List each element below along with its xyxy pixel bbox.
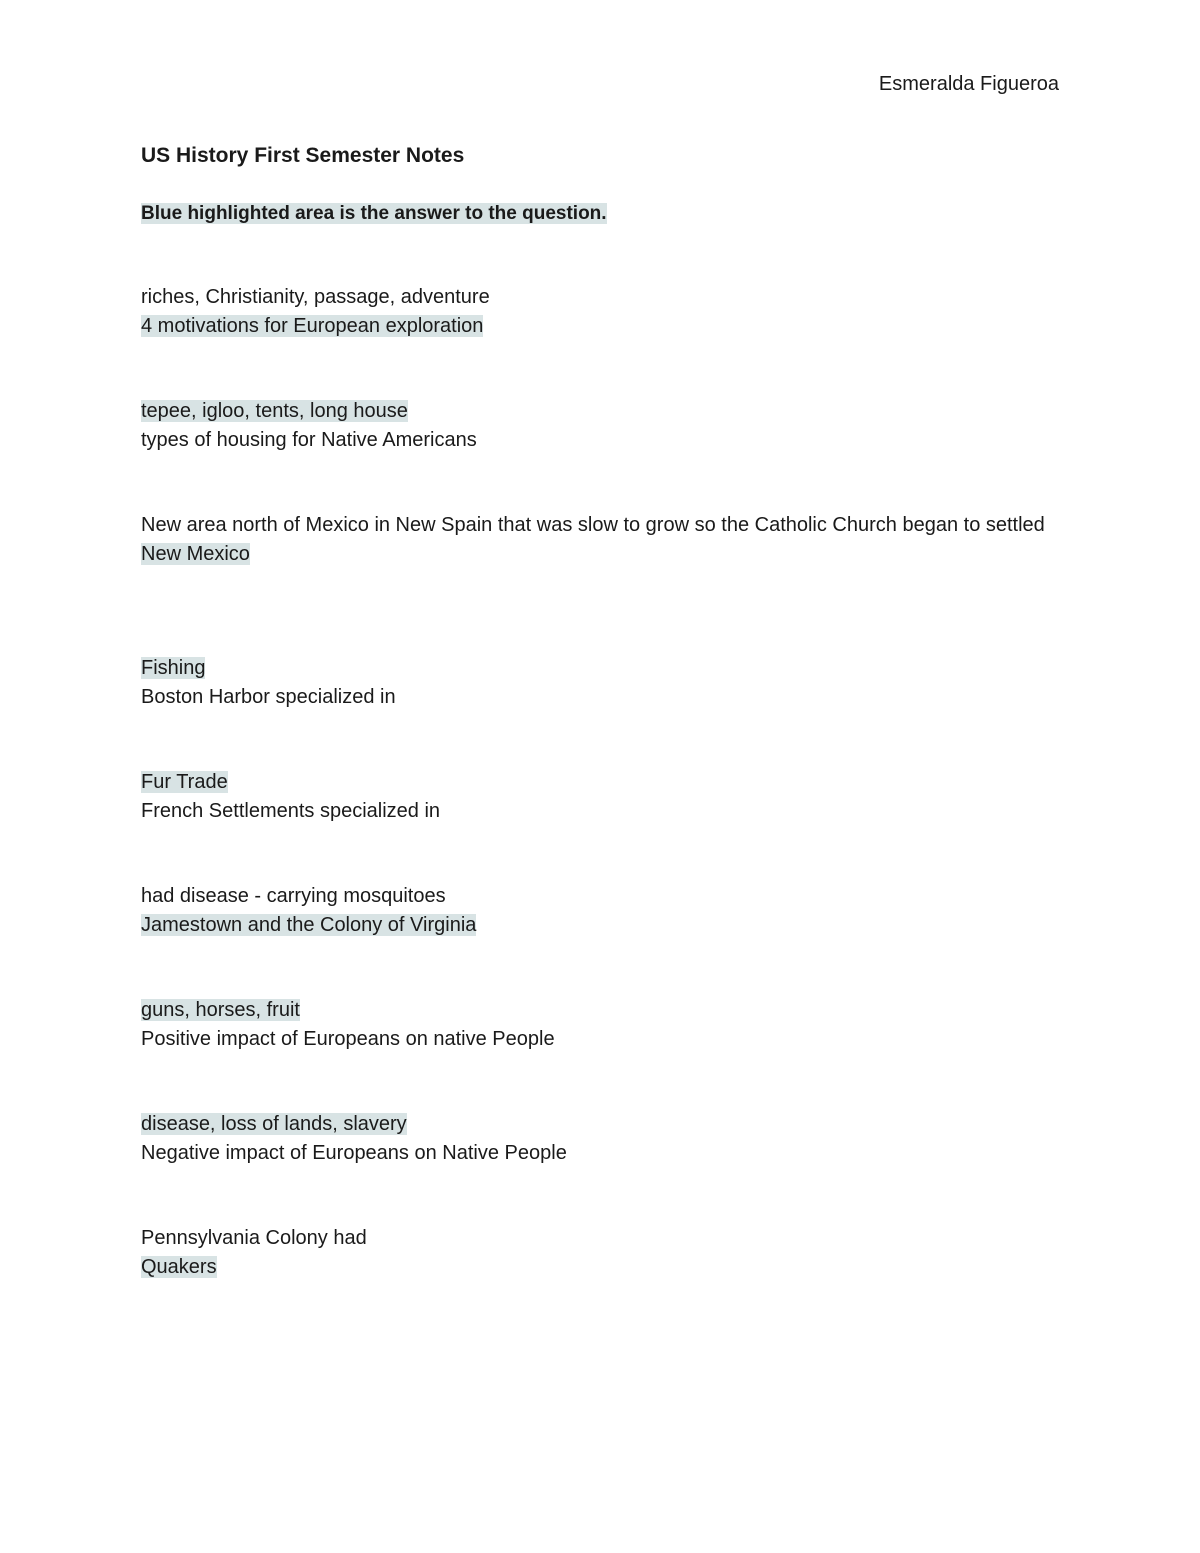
note-line — [141, 312, 1059, 341]
note-text: Pennsylvania Colony had — [141, 1227, 367, 1249]
answer-highlight: 4 motivations for European exploration — [141, 314, 484, 337]
note-line — [141, 1253, 1059, 1282]
note-text: New area north of Mexico in New Spain that was slow to grow so the Catholic Church began to settled — [141, 514, 1045, 536]
note-entry — [141, 768, 1059, 825]
note-text: Boston Harbor specialized in — [141, 685, 396, 708]
note-line — [141, 283, 1059, 312]
note-entry — [141, 511, 1059, 568]
answer-highlight: disease, loss of lands, slavery — [141, 1113, 407, 1135]
answer-highlight: Fishing — [141, 657, 206, 679]
note-entry — [141, 654, 1059, 711]
note-entry — [141, 1110, 1059, 1167]
note-line — [141, 797, 1059, 826]
document-title: US History First Semester Notes — [141, 144, 465, 167]
answer-highlight: Quakers — [141, 1255, 217, 1278]
answer-highlight: guns, horses, fruit — [141, 999, 300, 1021]
note-line — [141, 911, 1059, 940]
note-line — [141, 882, 1059, 911]
note-text: types of housing for Native Americans — [141, 428, 477, 451]
note-text: had disease - carrying mosquitoes — [141, 885, 446, 907]
note-entry — [141, 283, 1059, 340]
note-line — [141, 426, 1059, 455]
answer-highlight: Jamestown and the Colony of Virginia — [141, 913, 477, 936]
document-body — [141, 141, 1059, 1281]
note-entry — [141, 882, 1059, 939]
answer-highlight: Fur Trade — [141, 771, 228, 793]
note-line — [141, 1110, 1059, 1139]
note-line — [141, 1139, 1059, 1168]
note-entry — [141, 1224, 1059, 1281]
note-line — [141, 1224, 1059, 1253]
author-name: Esmeralda Figueroa — [878, 73, 1059, 95]
note-text: French Settlements specialized in — [141, 799, 441, 822]
note-text: Negative impact of Europeans on Native People — [141, 1141, 567, 1164]
note-entry — [141, 996, 1059, 1053]
note-line — [141, 540, 1059, 569]
note-line — [141, 1025, 1059, 1054]
answer-highlight: New Mexico — [141, 542, 250, 565]
instructions-text: Blue highlighted area is the answer to the question. — [141, 203, 607, 224]
note-line — [141, 996, 1059, 1025]
note-line — [141, 768, 1059, 797]
note-line — [141, 511, 1059, 540]
note-line — [141, 654, 1059, 683]
note-text: Positive impact of Europeans on native People — [141, 1027, 555, 1050]
note-text: riches, Christianity, passage, adventure — [141, 286, 490, 308]
answer-highlight: tepee, igloo, tents, long house — [141, 400, 408, 422]
note-line — [141, 397, 1059, 426]
instructions-note — [141, 200, 1059, 228]
note-line — [141, 683, 1059, 712]
note-entry — [141, 397, 1059, 454]
